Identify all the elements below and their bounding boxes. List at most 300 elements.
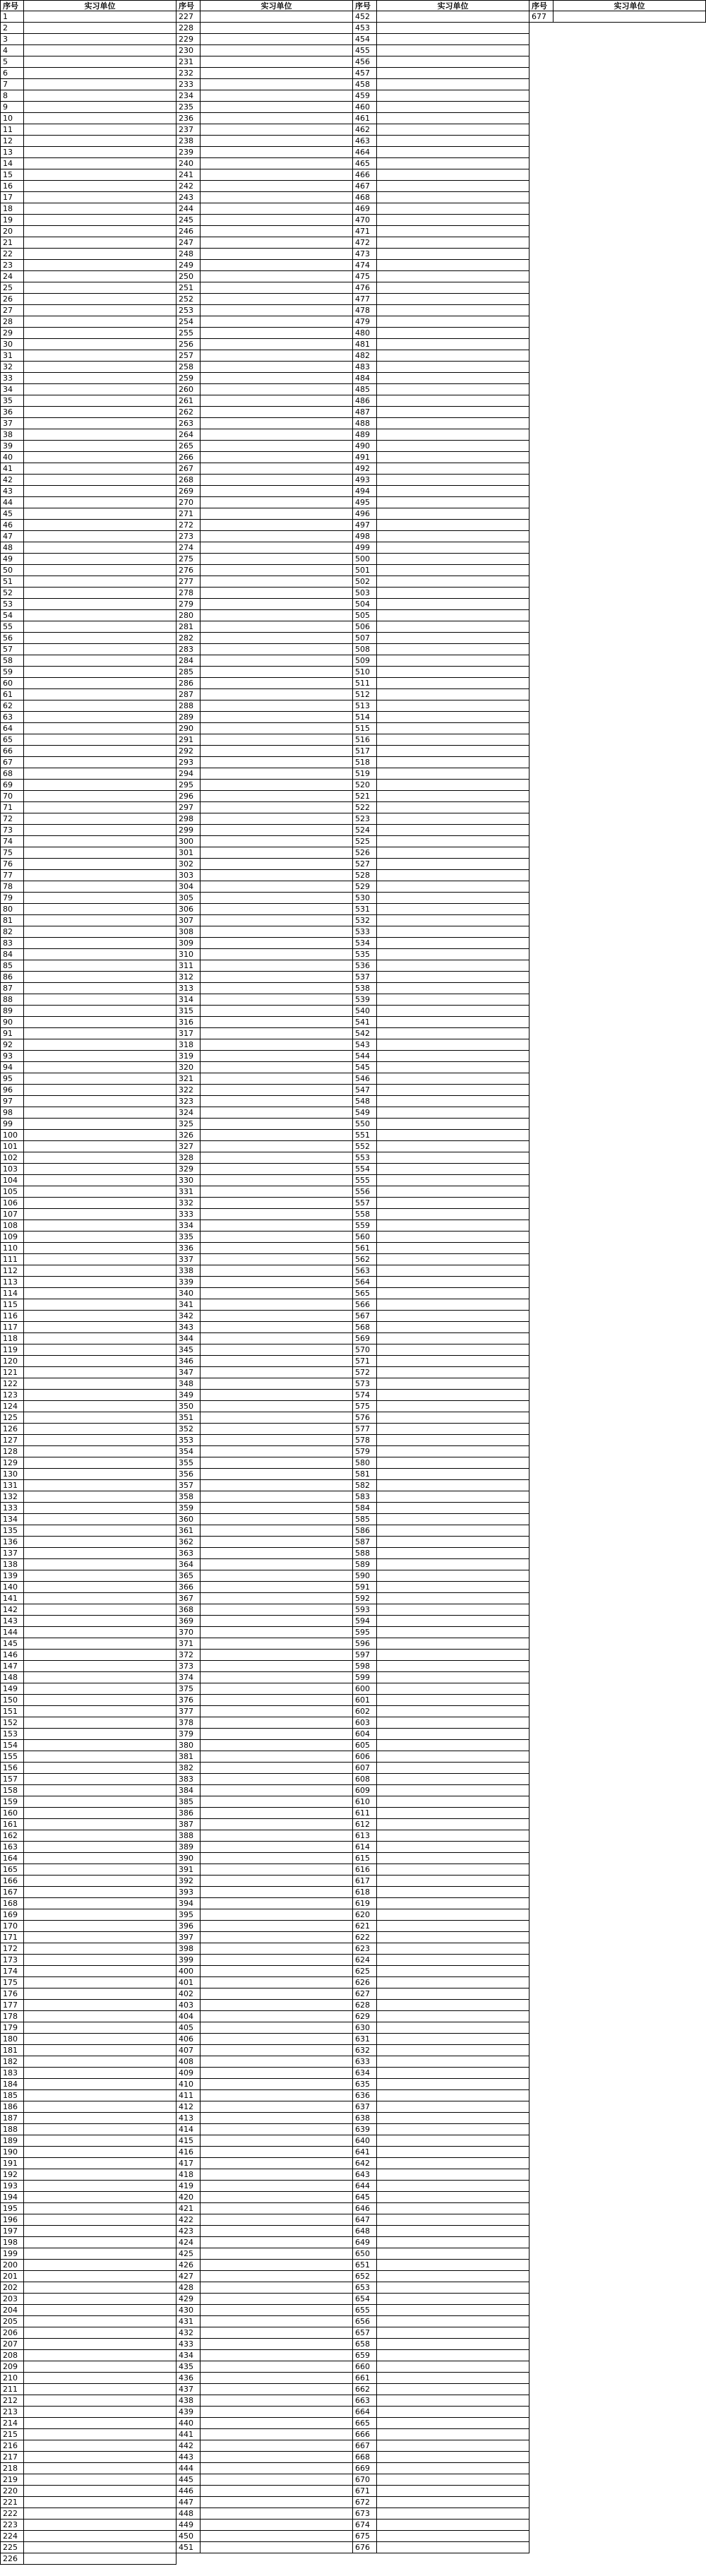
internship-unit-name (24, 870, 176, 881)
header-serial-number: 序号 (0, 0, 24, 11)
table-row (353, 2418, 530, 2429)
table-row (353, 350, 530, 362)
serial-number: 666 (353, 2429, 377, 2440)
table-row (176, 1401, 353, 1412)
table-row (0, 124, 176, 136)
table-row (176, 350, 353, 362)
serial-number: 178 (0, 2011, 24, 2022)
table-row (353, 2090, 530, 2101)
table-row (353, 1096, 530, 1107)
table-row (176, 1751, 353, 1763)
internship-unit-name (377, 1830, 530, 1842)
serial-number: 173 (0, 1955, 24, 1966)
table-row (0, 2226, 176, 2237)
internship-unit-name (24, 384, 176, 395)
table-row (176, 34, 353, 45)
internship-unit-name (201, 90, 353, 102)
serial-number: 547 (353, 1085, 377, 1096)
table-row (0, 1288, 176, 1299)
serial-number: 674 (353, 2520, 377, 2531)
serial-number: 529 (353, 881, 377, 893)
internship-unit-name (24, 1932, 176, 1943)
serial-number: 447 (176, 2497, 201, 2508)
internship-unit-name (201, 1988, 353, 2000)
serial-number: 52 (0, 588, 24, 599)
internship-unit-name (24, 938, 176, 949)
table-header (176, 0, 353, 11)
internship-unit-name (24, 271, 176, 282)
serial-number: 161 (0, 1819, 24, 1830)
internship-unit-name (377, 181, 530, 192)
serial-number: 372 (176, 1650, 201, 1661)
serial-number: 512 (353, 689, 377, 700)
table-row (353, 2237, 530, 2248)
internship-unit-name (201, 339, 353, 350)
internship-unit-name (201, 836, 353, 847)
serial-number: 456 (353, 56, 377, 68)
serial-number: 539 (353, 994, 377, 1006)
serial-number: 393 (176, 1887, 201, 1898)
serial-number: 669 (353, 2463, 377, 2474)
internship-unit-name (24, 1356, 176, 1367)
internship-unit-name (201, 588, 353, 599)
table-row (353, 700, 530, 712)
internship-unit-name (201, 124, 353, 136)
table-row (0, 1751, 176, 1763)
internship-unit-name (201, 960, 353, 972)
table-row (353, 520, 530, 531)
serial-number: 21 (0, 237, 24, 249)
serial-number: 338 (176, 1265, 201, 1277)
table-row (0, 2305, 176, 2316)
serial-number: 256 (176, 339, 201, 350)
table-row (0, 1164, 176, 1175)
serial-number: 515 (353, 723, 377, 734)
internship-unit-name (201, 2474, 353, 2486)
serial-number: 425 (176, 2248, 201, 2260)
internship-unit-name (201, 384, 353, 395)
serial-number: 521 (353, 791, 377, 802)
internship-unit-name (377, 576, 530, 588)
internship-unit-name (24, 655, 176, 667)
serial-number: 76 (0, 859, 24, 870)
internship-unit-name (554, 11, 706, 23)
internship-unit-name (24, 1469, 176, 1480)
table-row (0, 2474, 176, 2486)
table-row (176, 497, 353, 508)
internship-unit-name (24, 1299, 176, 1311)
serial-number: 560 (353, 1232, 377, 1243)
serial-number: 66 (0, 746, 24, 757)
serial-number: 121 (0, 1367, 24, 1378)
serial-number: 124 (0, 1401, 24, 1412)
internship-unit-name (24, 2260, 176, 2271)
internship-unit-name (201, 2497, 353, 2508)
internship-unit-name (201, 689, 353, 700)
table-row (353, 2316, 530, 2327)
internship-unit-name (377, 689, 530, 700)
internship-unit-name (201, 1898, 353, 1909)
serial-number: 509 (353, 655, 377, 667)
internship-unit-name (377, 2192, 530, 2203)
serial-number: 184 (0, 2079, 24, 2090)
internship-unit-name (201, 2384, 353, 2395)
table-row (176, 2181, 353, 2192)
serial-number: 180 (0, 2034, 24, 2045)
internship-unit-name (24, 23, 176, 34)
serial-number: 185 (0, 2090, 24, 2101)
serial-number: 120 (0, 1356, 24, 1367)
table-row (176, 2407, 353, 2418)
internship-unit-name (377, 994, 530, 1006)
serial-number: 517 (353, 746, 377, 757)
serial-number: 332 (176, 1198, 201, 1209)
serial-number: 137 (0, 1548, 24, 1559)
table-row (176, 621, 353, 633)
internship-unit-name (24, 1717, 176, 1729)
internship-unit-name (24, 1582, 176, 1593)
internship-unit-name (201, 1842, 353, 1853)
serial-number: 441 (176, 2429, 201, 2440)
internship-unit-name (201, 249, 353, 260)
serial-number: 167 (0, 1887, 24, 1898)
table-row (353, 1119, 530, 1130)
table-row (0, 1763, 176, 1774)
serial-number: 8 (0, 90, 24, 102)
table-row (353, 2192, 530, 2203)
serial-number: 347 (176, 1367, 201, 1378)
table-row (0, 2169, 176, 2181)
table-row (176, 203, 353, 215)
internship-unit-name (377, 520, 530, 531)
serial-number: 399 (176, 1955, 201, 1966)
serial-number: 89 (0, 1006, 24, 1017)
table-row (0, 2452, 176, 2463)
internship-unit-name (201, 2531, 353, 2542)
table-row (0, 994, 176, 1006)
serial-number: 110 (0, 1243, 24, 1254)
internship-unit-name (201, 11, 353, 23)
internship-unit-name (201, 2339, 353, 2350)
serial-number: 41 (0, 463, 24, 475)
serial-number: 218 (0, 2463, 24, 2474)
serial-number: 224 (0, 2531, 24, 2542)
serial-number: 284 (176, 655, 201, 667)
table-row (353, 2248, 530, 2260)
serial-number: 429 (176, 2294, 201, 2305)
table-row (353, 1062, 530, 1073)
serial-number: 648 (353, 2226, 377, 2237)
table-row (176, 1785, 353, 1796)
internship-unit-name (377, 836, 530, 847)
serial-number: 334 (176, 1220, 201, 1232)
serial-number: 248 (176, 249, 201, 260)
internship-unit-name (24, 429, 176, 441)
internship-unit-name (24, 2486, 176, 2497)
serial-number: 528 (353, 870, 377, 881)
internship-unit-name (377, 2452, 530, 2463)
serial-number: 370 (176, 1627, 201, 1638)
internship-unit-name (201, 2034, 353, 2045)
table-row (353, 1073, 530, 1085)
serial-number: 330 (176, 1175, 201, 1186)
internship-unit-name (377, 1751, 530, 1763)
internship-unit-name (201, 938, 353, 949)
serial-number: 503 (353, 588, 377, 599)
header-internship-unit: 实习单位 (377, 0, 530, 11)
internship-unit-name (201, 847, 353, 859)
internship-unit-name (24, 1729, 176, 1740)
internship-unit-name (24, 418, 176, 429)
serial-number: 383 (176, 1774, 201, 1785)
internship-unit-name (201, 328, 353, 339)
serial-number: 305 (176, 893, 201, 904)
serial-number: 98 (0, 1107, 24, 1119)
serial-number: 353 (176, 1435, 201, 1446)
internship-unit-name (201, 723, 353, 734)
internship-unit-name (377, 2124, 530, 2135)
table-row (0, 45, 176, 56)
table-row (0, 1028, 176, 1039)
serial-number: 524 (353, 825, 377, 836)
serial-number: 585 (353, 1514, 377, 1525)
internship-unit-name (24, 2474, 176, 2486)
internship-unit-name (201, 1593, 353, 1604)
table-row (176, 2034, 353, 2045)
serial-number: 595 (353, 1627, 377, 1638)
serial-number: 592 (353, 1593, 377, 1604)
table-row (353, 429, 530, 441)
table-row (353, 475, 530, 486)
internship-unit-name (24, 1593, 176, 1604)
serial-number: 475 (353, 271, 377, 282)
serial-number: 348 (176, 1378, 201, 1390)
table-row (0, 56, 176, 68)
serial-number: 352 (176, 1424, 201, 1435)
internship-unit-name (201, 1672, 353, 1683)
serial-number: 320 (176, 1062, 201, 1073)
table-row (176, 475, 353, 486)
internship-unit-name (24, 746, 176, 757)
table-row (0, 1311, 176, 1322)
serial-number: 442 (176, 2440, 201, 2452)
internship-unit-name (24, 1491, 176, 1503)
internship-unit-name (24, 2203, 176, 2214)
serial-number: 215 (0, 2429, 24, 2440)
table-row (176, 1152, 353, 1164)
internship-unit-name (201, 926, 353, 938)
serial-number: 516 (353, 734, 377, 746)
serial-number: 188 (0, 2124, 24, 2135)
internship-unit-name (24, 1887, 176, 1898)
table-row (0, 847, 176, 859)
table-row (0, 2373, 176, 2384)
table-row (176, 328, 353, 339)
serial-number: 125 (0, 1412, 24, 1424)
serial-number: 349 (176, 1390, 201, 1401)
serial-number: 354 (176, 1446, 201, 1457)
table-row (353, 90, 530, 102)
table-row (0, 938, 176, 949)
internship-unit-name (24, 2429, 176, 2440)
serial-number: 600 (353, 1683, 377, 1695)
table-row (353, 395, 530, 407)
table-row (176, 655, 353, 667)
table-row (353, 791, 530, 802)
serial-number: 453 (353, 23, 377, 34)
serial-number: 229 (176, 34, 201, 45)
serial-number: 609 (353, 1785, 377, 1796)
serial-number: 85 (0, 960, 24, 972)
table-row (176, 1887, 353, 1898)
internship-unit-name (24, 2497, 176, 2508)
internship-unit-name (377, 1028, 530, 1039)
table-row (353, 2294, 530, 2305)
serial-number: 377 (176, 1706, 201, 1717)
table-row (353, 599, 530, 610)
internship-unit-name (24, 1198, 176, 1209)
serial-number: 112 (0, 1265, 24, 1277)
serial-number: 306 (176, 904, 201, 915)
serial-number: 543 (353, 1039, 377, 1051)
internship-unit-name (201, 23, 353, 34)
serial-number: 598 (353, 1661, 377, 1672)
internship-unit-name (377, 1661, 530, 1672)
serial-number: 671 (353, 2486, 377, 2497)
internship-unit-name (201, 158, 353, 169)
serial-number: 607 (353, 1763, 377, 1774)
internship-unit-name (24, 1333, 176, 1344)
internship-unit-name (24, 1740, 176, 1751)
internship-unit-name (201, 2305, 353, 2316)
table-row (353, 294, 530, 305)
internship-unit-name (377, 847, 530, 859)
serial-number: 103 (0, 1164, 24, 1175)
table-row (353, 169, 530, 181)
table-row (0, 1491, 176, 1503)
internship-unit-name (377, 395, 530, 407)
internship-unit-name (201, 1435, 353, 1446)
table-row (0, 1152, 176, 1164)
internship-unit-name (201, 2203, 353, 2214)
table-panel (530, 0, 706, 2576)
serial-number: 233 (176, 79, 201, 90)
serial-number: 520 (353, 780, 377, 791)
internship-unit-name (377, 983, 530, 994)
serial-number: 269 (176, 486, 201, 497)
internship-unit-name (201, 1582, 353, 1593)
internship-unit-name (377, 2497, 530, 2508)
serial-number: 577 (353, 1424, 377, 1435)
internship-unit-name (201, 441, 353, 452)
table-row (353, 1887, 530, 1898)
table-row (353, 1853, 530, 1864)
table-row (176, 2282, 353, 2294)
internship-unit-name (201, 1006, 353, 1017)
table-row (176, 463, 353, 475)
internship-unit-name (377, 565, 530, 576)
internship-unit-name (201, 870, 353, 881)
internship-unit-name (377, 203, 530, 215)
internship-unit-name (377, 2022, 530, 2034)
table-row (176, 373, 353, 384)
table-header (0, 0, 176, 11)
table-row (353, 2101, 530, 2113)
serial-number: 333 (176, 1209, 201, 1220)
table-row (353, 1729, 530, 1740)
table-row (353, 2034, 530, 2045)
internship-unit-name (201, 508, 353, 520)
internship-unit-name (24, 1503, 176, 1514)
table-row (176, 362, 353, 373)
internship-unit-name (201, 1322, 353, 1333)
serial-number: 56 (0, 633, 24, 644)
internship-unit-name (24, 237, 176, 249)
serial-number: 201 (0, 2271, 24, 2282)
internship-unit-name (201, 2418, 353, 2429)
internship-unit-name (201, 2463, 353, 2474)
table-row (0, 1842, 176, 1853)
table-row (176, 565, 353, 576)
table-row (176, 147, 353, 158)
internship-unit-name (24, 2113, 176, 2124)
serial-number: 596 (353, 1638, 377, 1650)
serial-number: 412 (176, 2101, 201, 2113)
serial-number: 230 (176, 45, 201, 56)
table-row (176, 1243, 353, 1254)
internship-unit-name (377, 768, 530, 780)
table-row (353, 1932, 530, 1943)
table-row (353, 960, 530, 972)
internship-unit-name (24, 1028, 176, 1039)
internship-unit-name (24, 2034, 176, 2045)
serial-number: 45 (0, 508, 24, 520)
table-row (0, 1672, 176, 1683)
internship-unit-name (201, 1390, 353, 1401)
serial-number: 432 (176, 2327, 201, 2339)
serial-number: 672 (353, 2497, 377, 2508)
internship-unit-name (24, 1390, 176, 1401)
serial-number: 271 (176, 508, 201, 520)
internship-unit-name (24, 2068, 176, 2079)
serial-number: 619 (353, 1898, 377, 1909)
table-row (353, 486, 530, 497)
table-row (353, 1017, 530, 1028)
table-row (0, 2113, 176, 2124)
table-row (0, 2361, 176, 2373)
table-row (353, 79, 530, 90)
serial-number: 365 (176, 1570, 201, 1582)
internship-unit-name (201, 1424, 353, 1435)
table-row (0, 2068, 176, 2079)
table-row (176, 1096, 353, 1107)
serial-number: 361 (176, 1525, 201, 1537)
table-row (176, 1062, 353, 1073)
internship-unit-name (377, 712, 530, 723)
serial-number: 216 (0, 2440, 24, 2452)
table-row (353, 1175, 530, 1186)
table-row (0, 1469, 176, 1480)
internship-unit-name (24, 1774, 176, 1785)
internship-unit-name (201, 1152, 353, 1164)
serial-number: 221 (0, 2497, 24, 2508)
serial-number: 626 (353, 1977, 377, 1988)
internship-unit-name (201, 2226, 353, 2237)
serial-number: 498 (353, 531, 377, 542)
internship-unit-name (377, 79, 530, 90)
internship-unit-name (201, 2271, 353, 2282)
serial-number: 578 (353, 1435, 377, 1446)
